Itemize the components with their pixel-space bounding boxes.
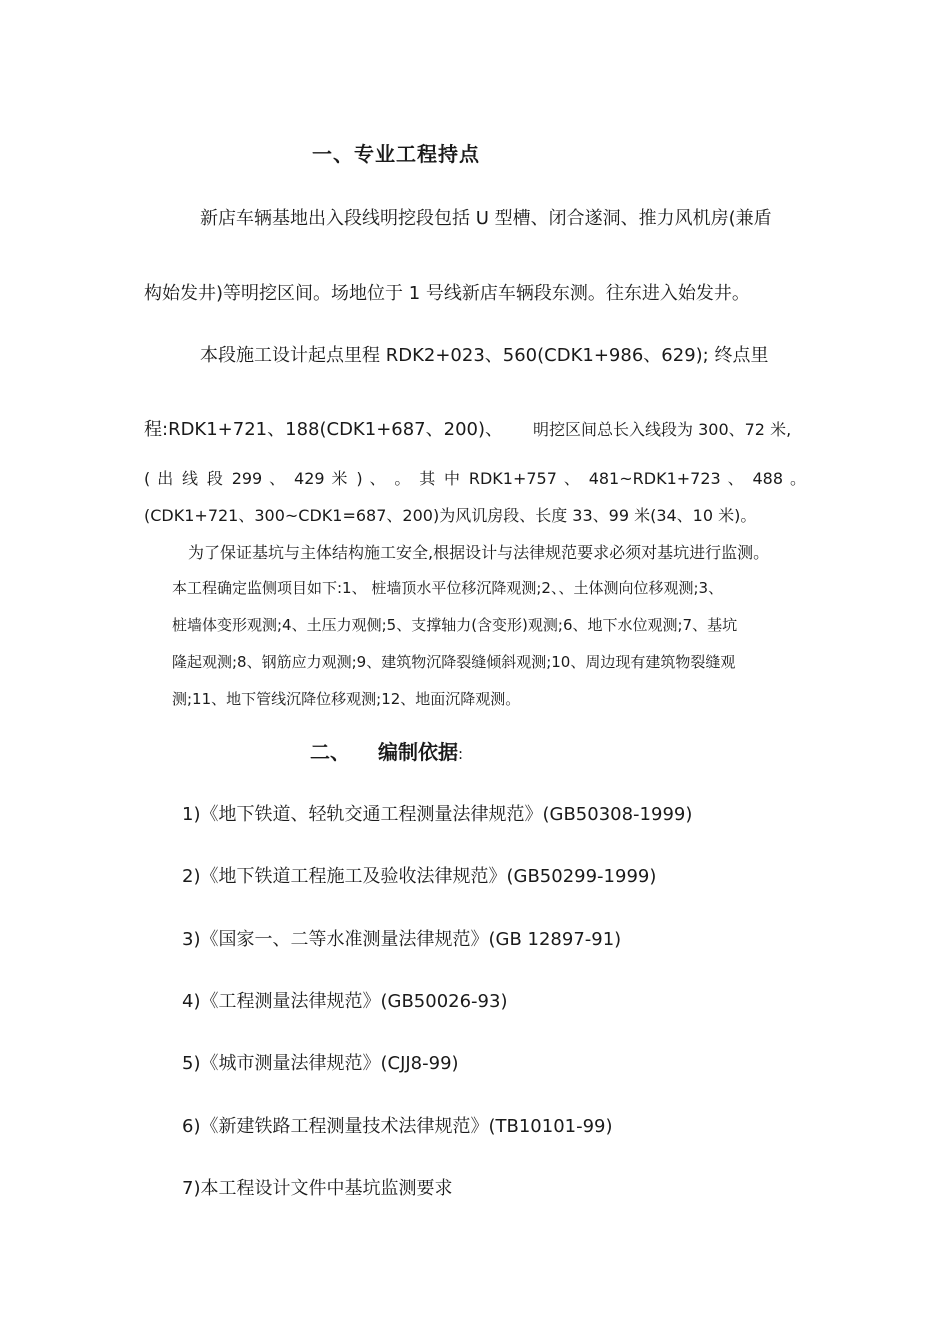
reference-item: 1)《地下铁道、轻轨交通工程测量法律规范》(GB50308-1999) (182, 804, 693, 825)
reference-item: 5)《城市测量法律规范》(CJJ8-99) (182, 1053, 459, 1074)
para3-line2: 本工程确定监侧项目如下:1、 桩墙顶水平位移沉降观测;2、、土体测向位移观测;3、 (172, 579, 724, 597)
section-2-title (310, 736, 463, 765)
section-2-number: 二、 (310, 740, 350, 764)
para3-line3: 桩墙体变形观测;4、土压力观侧;5、支撑轴力(含变形)观测;6、地下水位观测;7、基坑 (172, 616, 738, 634)
para2-line3: ( 出 线 段 299 、 429 米 ) 、 。 其 中 RDK1+757 、 481~RDK1+723 、 488 。 (144, 469, 806, 488)
para3-line4: 隆起观测;8、钢筋应力观测;9、建筑物沉降裂缝倾斜观测;10、周边现有建筑物裂缝观 (172, 653, 736, 671)
reference-item: 4)《工程测量法律规范》(GB50026-93) (182, 991, 508, 1012)
para2-line4: (CDK1+721、300~CDK1=687、200)为风讥房段、长度 33、99 米(34、10 米)。 (144, 506, 757, 525)
para3-line5: 测;11、地下管线沉降位移观测;12、地面沉降观测。 (172, 690, 521, 708)
section-1-title: 一、专业工程持点 (312, 142, 480, 166)
para1-line1: 新店车辆基地出入段线明挖段包括 U 型槽、闭合遂洞、推力风机房(兼盾 (200, 208, 772, 229)
para2-line1: 本段施工设计起点里程 RDK2+023、560(CDK1+986、629); 终点里 (200, 345, 769, 366)
para3-line1: 为了保证基坑与主体结构施工安全,根据设计与法律规范要求必须对基坑进行监测。 (188, 543, 770, 562)
reference-item: 6)《新建铁路工程测量技术法律规范》(TB10101-99) (182, 1116, 613, 1137)
reference-item: 7)本工程设计文件中基坑监测要求 (182, 1178, 453, 1199)
section-2-colon: : (458, 745, 464, 763)
reference-item: 3)《国家一、二等水准测量法律规范》(GB 12897-91) (182, 929, 622, 950)
reference-item: 2)《地下铁道工程施工及验收法律规范》(GB50299-1999) (182, 866, 657, 887)
para2-line2a: 程:RDK1+721、188(CDK1+687、200)、 (144, 419, 504, 440)
section-2-heading: 编制依据 (378, 740, 458, 764)
para1-line2: 构始发井)等明挖区间。场地位于 1 号线新店车辆段东测。往东进入始发井。 (144, 283, 750, 304)
para2-line2b: 明挖区间总长入线段为 300、72 米, (533, 420, 792, 439)
